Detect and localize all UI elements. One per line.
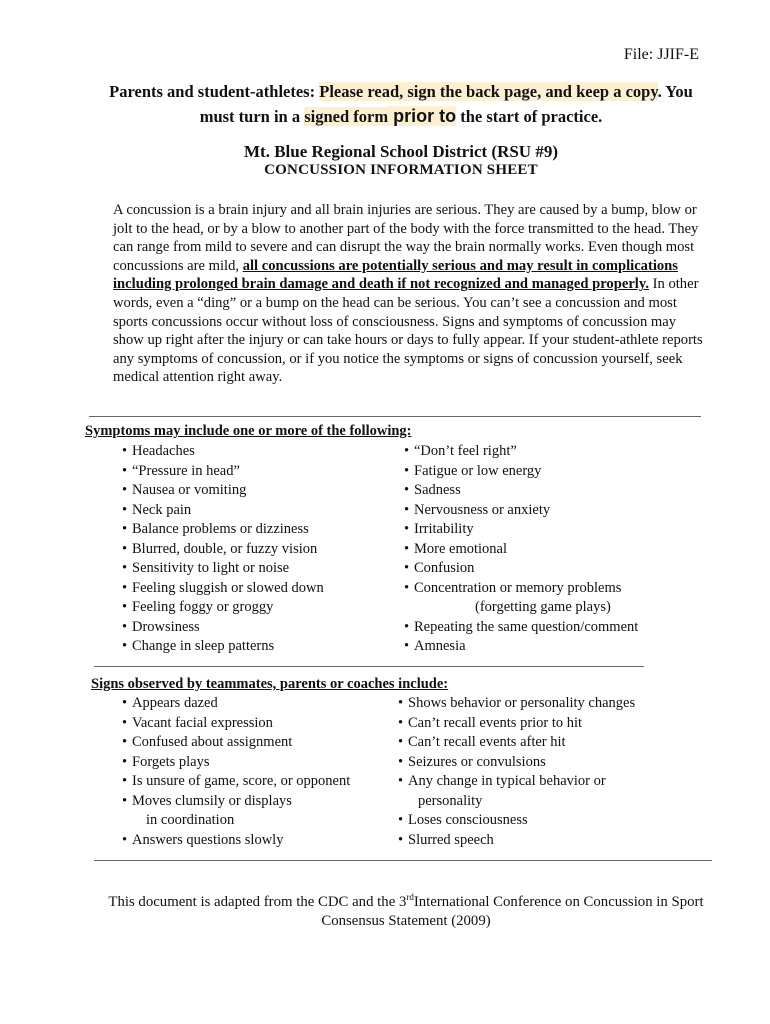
divider-3: [94, 860, 712, 861]
list-item: • Repeating the same question/comment: [404, 618, 639, 635]
district-name: Mt. Blue Regional School District (RSU #9): [243, 142, 558, 161]
source-note-superscript: rd: [406, 892, 414, 902]
list-item: • Can’t recall events prior to hit: [398, 714, 583, 731]
notice-highlight-2: signed form: [304, 107, 389, 126]
list-item: • Feeling foggy or groggy: [122, 599, 274, 615]
list-item: • Confusion: [404, 560, 475, 576]
list-item: • “Pressure in head”: [122, 462, 240, 479]
list-item: • Seizures or convulsions: [398, 753, 546, 770]
divider-2: [94, 666, 644, 667]
list-item: • Nausea or vomiting: [122, 482, 247, 498]
intro-text-1: A concussion is a brain injury and all brain injuries are serious. They are caused by a bump, blow or jolt to the head, or by a blow to another part of the body with the force transmitted to the head. They can range from mild to severe and can disrupt the way the brain normally works. Even though most concussions are mild,: [113, 202, 699, 274]
list-item: • Confused about assignment: [122, 734, 293, 750]
list-item: • Fatigue or low energy: [404, 462, 542, 479]
intro-emphasis: all concussions are potentially serious and may result in complications including prolonged brain damage and death if not recognized and managed properly.: [113, 257, 678, 293]
list-item: • Sadness: [404, 482, 461, 498]
list-item: • Answers questions slowly: [122, 831, 284, 848]
sheet-title: CONCUSSION INFORMATION SHEET: [264, 162, 538, 178]
notice-highlight-3: prior to: [388, 106, 457, 126]
list-item: in coordination: [146, 812, 235, 828]
notice-text-1: Parents and student-athletes:: [109, 82, 320, 101]
list-item: • Irritability: [404, 521, 474, 537]
symptoms-list-right: [404, 442, 638, 657]
list-item: • Balance problems or dizziness: [122, 521, 309, 537]
list-item: • Loses consciousness: [398, 812, 528, 828]
list-item: • Neck pain: [122, 501, 192, 518]
list-item: • Moves clumsily or displays: [122, 792, 292, 809]
list-item: • More emotional: [404, 540, 508, 557]
notice-banner: [96, 80, 706, 129]
intro-text-2: In other words, even a “ding” or a bump on the head can be serious. You can’t see a concussion and most sports concussions occur without loss of consciousness. Signs and symptoms of concussion may show up right after the injury or can take hours or days to fully appear. If your student-athlete reports any symptoms of concussion, or if you notice the symptoms or signs of concussion yourself, seek medical attention right away.: [113, 276, 703, 386]
notice-text-3: the start of practice.: [456, 107, 603, 126]
list-item: • “Don’t feel right”: [404, 443, 517, 459]
list-item: • Nervousness or anxiety: [404, 501, 551, 518]
list-item: • Feeling sluggish or slowed down: [122, 579, 324, 596]
list-item: • Drowsiness: [122, 618, 200, 635]
list-item: • Headaches: [122, 443, 195, 459]
list-item: • Appears dazed: [122, 695, 218, 711]
list-item: • Slurred speech: [398, 831, 494, 848]
divider-1: [89, 416, 701, 417]
notice-highlight-1: Please read, sign the back page, and keep a copy: [319, 82, 658, 101]
symptoms-list-left: [122, 442, 324, 657]
list-item: • Vacant facial expression: [122, 714, 273, 731]
list-item: (forgetting game plays): [475, 599, 611, 615]
file-reference: File: JJIF-E: [623, 46, 699, 63]
list-item: • Shows behavior or personality changes: [398, 695, 636, 711]
notice-text-2: . You must turn in a: [199, 82, 693, 126]
signs-list-right: [398, 694, 635, 850]
list-item: • Blurred, double, or fuzzy vision: [122, 540, 318, 557]
signs-list-left: [122, 694, 350, 850]
list-item: • Amnesia: [404, 638, 466, 654]
list-item: • Sensitivity to light or noise: [122, 560, 290, 576]
source-note: [96, 888, 716, 931]
list-item: • Is unsure of game, score, or opponent: [122, 773, 351, 789]
list-item: • Can’t recall events after hit: [398, 734, 566, 750]
symptoms-heading: Symptoms may include one or more of the following:: [85, 423, 412, 439]
list-item: personality: [418, 792, 483, 809]
list-item: • Any change in typical behavior or: [398, 773, 606, 789]
list-item: • Change in sleep patterns: [122, 638, 275, 654]
source-note-text-2: International Conference on Concussion in Sport Consensus Statement (2009): [321, 893, 704, 929]
list-item: • Forgets plays: [122, 753, 210, 770]
signs-heading: Signs observed by teammates, parents or coaches include:: [91, 676, 449, 692]
list-item: • Concentration or memory problems: [404, 579, 622, 596]
intro-paragraph: [113, 201, 705, 387]
source-note-text-1: This document is adapted from the CDC and the 3: [108, 893, 407, 910]
